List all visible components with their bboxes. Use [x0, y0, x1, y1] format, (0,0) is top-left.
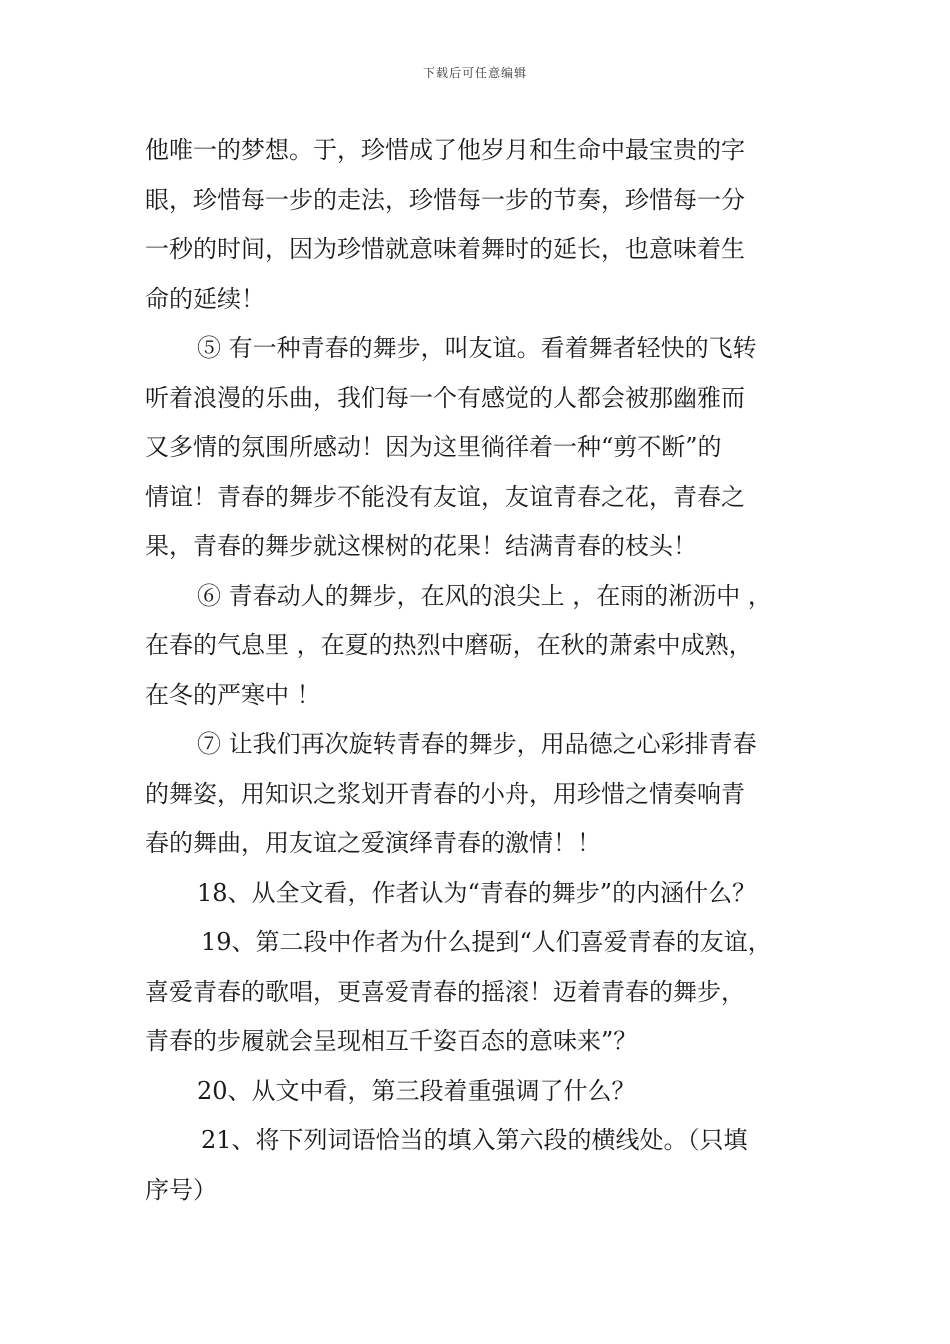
text-line: 春的舞曲，用友谊之爱演绎青春的激情！！: [145, 829, 601, 857]
text-line: 在冬的严寒中 ！: [145, 680, 321, 709]
paragraph-6-start: ⑥ 青春动人的舞步，在风的浪尖上 ，在雨的淅沥中 ，: [197, 581, 772, 610]
page-header: 下载后可任意编辑: [422, 66, 527, 80]
text-line: 听着浪漫的乐曲，我们每一个有感觉的人都会被那幽雅而: [145, 383, 745, 412]
text-line: 青春的步履就会呈现相互千姿百态的意味来”？: [145, 1027, 638, 1055]
question-21: 21、将下列词语恰当的填入第六段的横线处。（只填: [201, 1126, 748, 1154]
document-body: [145, 126, 815, 1215]
text-line: 命的延续！: [145, 284, 265, 313]
paragraph-7-start: ⑦ 让我们再次旋转青春的舞步，用品德之心彩排青春: [197, 730, 757, 758]
text-line: 情谊！青春的舞步不能没有友谊，友谊青春之花，青春之: [145, 482, 745, 511]
text-line: 果，青春的舞步就这棵树的花果！结满青春的枝头！: [145, 532, 697, 560]
text-line: 的舞姿，用知识之浆划开青春的小舟，用珍惜之情奏响青: [145, 779, 745, 808]
text-line: 喜爱青春的歌唱，更喜爱青春的摇滚！迈着青春的舞步，: [145, 977, 745, 1006]
text-line: 一秒的时间，因为珍惜就意味着舞时的延长，也意味着生: [145, 235, 745, 263]
question-19: 19、第二段中作者为什么提到“人们喜爱青春的友谊，: [201, 928, 772, 956]
question-18: 18、从全文看，作者认为“青春的舞步”的内涵什么？: [197, 878, 757, 907]
text-line: 又多情的氛围所感动！因为这里徜徉着一种“剪不断”的: [145, 433, 722, 461]
text-line: 序号）: [145, 1175, 217, 1204]
text-line: 在春的气息里 ，在夏的热烈中磨砺，在秋的萧索中成熟，: [145, 631, 753, 659]
text-line: 眼，珍惜每一步的走法，珍惜每一步的节奏，珍惜每一分: [145, 185, 745, 214]
text-line: 他唯一的梦想。于，珍惜成了他岁月和生命中最宝贵的字: [145, 136, 745, 164]
paragraph-5-start: ⑤ 有一种青春的舞步，叫友谊。看着舞者轻快的飞转: [197, 334, 757, 362]
question-20: 20、从文中看，第三段着重强调了什么？: [197, 1076, 636, 1105]
